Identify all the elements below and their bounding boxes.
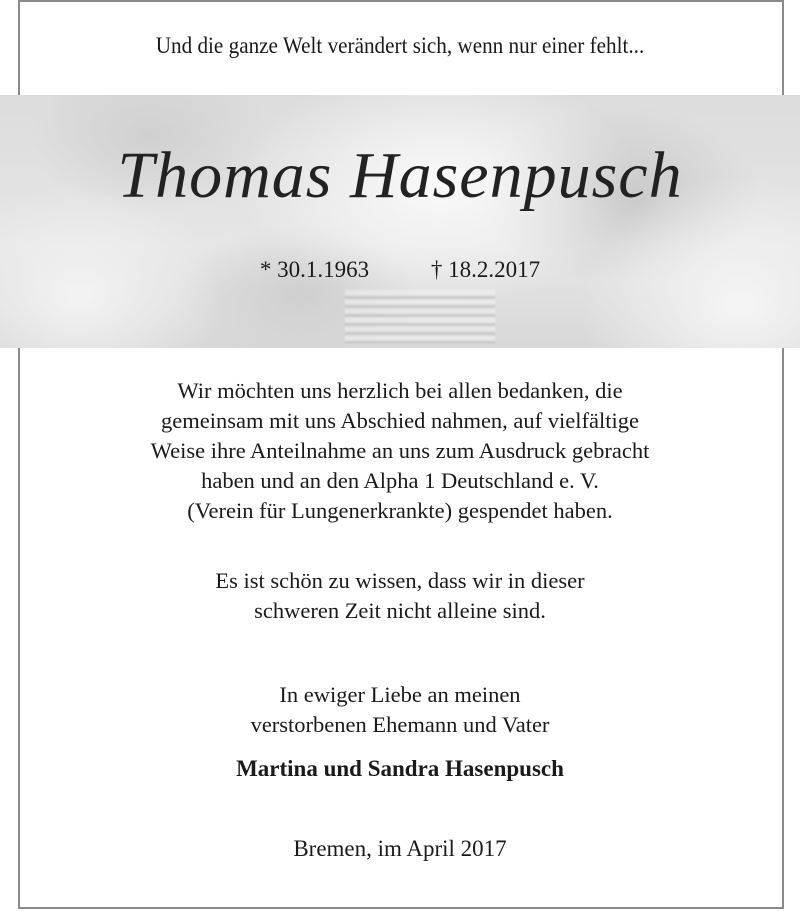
deceased-name: Thomas Hasenpusch — [117, 139, 683, 212]
text-line: gemeinsam mit uns Abschied nahmen, auf vielfältige — [160, 408, 639, 433]
place-date: Bremen, im April 2017 — [293, 836, 507, 861]
text-line: (Verein für Lungenerkrankte) gespendet haben. — [187, 498, 613, 523]
stairs-image — [345, 290, 495, 345]
tagline: Und die ganze Welt verändert sich, wenn nur einer fehlt... — [155, 33, 645, 58]
life-dates — [0, 257, 800, 283]
dedication-paragraph — [0, 680, 800, 740]
birth-date: * 30.1.1963 — [259, 257, 370, 282]
text-line: Wir möchten uns herzlich bei allen bedanken, die — [177, 378, 623, 403]
cloud-banner — [0, 95, 800, 348]
text-line: Es ist schön zu wissen, dass wir in dieser — [215, 568, 585, 593]
thanks-paragraph — [0, 376, 800, 526]
text-line: verstorbenen Ehemann und Vater — [250, 712, 550, 737]
signers: Martina und Sandra Hasenpusch — [236, 756, 564, 781]
death-date: † 18.2.2017 — [430, 257, 541, 282]
text-line: Weise ihre Anteilnahme an uns zum Ausdruck gebracht — [150, 438, 650, 463]
text-line: schweren Zeit nicht alleine sind. — [254, 598, 546, 623]
comfort-paragraph — [0, 566, 800, 626]
text-line: haben und an den Alpha 1 Deutschland e. V. — [201, 468, 599, 493]
text-line: In ewiger Liebe an meinen — [279, 682, 521, 707]
